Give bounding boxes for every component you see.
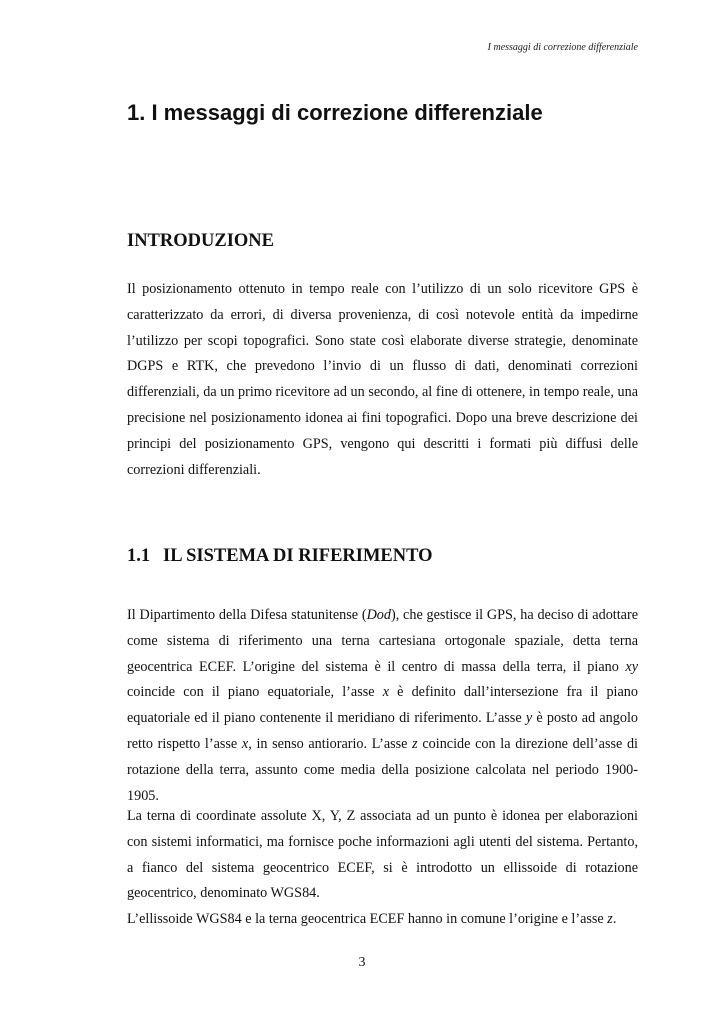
section-title: IL SISTEMA DI RIFERIMENTO [163, 546, 433, 566]
section-heading-sistema-di-riferimento [127, 546, 433, 567]
section-heading-introduzione: INTRODUZIONE [127, 231, 274, 251]
reference-system-paragraph: Il Dipartimento della Difesa statunitense (Dod), che gestisce il GPS, ha deciso di adottare come sistema di riferimento una terna cartesiana ortogonale spaziale, detta terna geocentrica ECEF. L’origine del sistema è il centro di massa della terra, il piano xy coincide con il piano equatoriale, l’asse x è definito dall’intersezione fra il piano equatoriale ed il piano contenente il meridiano di riferimento. L’asse y è posto ad angolo retto rispetto l’asse x, in senso antiorario. L’asse z coincide con la direzione dell’asse di rotazione della terra, assunto come media della posizione calcolata nel periodo 1900-1905. [127, 607, 639, 804]
italic-term: x [241, 735, 249, 752]
chapter-title: 1. I messaggi di correzione differenziale [127, 100, 543, 125]
italic-term: z [607, 911, 613, 927]
italic-term: z [412, 735, 418, 752]
section-number: 1.1 [127, 546, 151, 566]
italic-term: xy [625, 658, 638, 675]
italic-term: Dod [366, 607, 391, 623]
ellipsoid-paragraph: L’ellissoide WGS84 e la terna geocentrica ECEF hanno in comune l’origine e l’asse z. [127, 911, 617, 927]
italic-term: x [382, 684, 389, 701]
coordinates-paragraph: La terna di coordinate assolute X, Y, Z associata ad un punto è idonea per elaborazioni con sistemi informatici, ma fornisce poche informazioni agli utenti del sistema. Pertanto, a fianco del sistema geocentrico ECEF, si è introdotto un ellissoide di rotazione geocentrico, denominato WGS84. [127, 808, 638, 902]
running-header: I messaggi di correzione differenziale [487, 42, 638, 53]
intro-paragraph: Il posizionamento ottenuto in tempo reale con l’utilizzo di un solo ricevitore GPS è caratterizzato da errori, di diversa provenienza, di così notevole entità da impedirne l’utilizzo per scopi topografici. Sono state così elaborate diverse strategie, denominate DGPS e RTK, che prevedono l’invio di un flusso di dati, denominati correzioni differenziali, da un primo ricevitore ad un secondo, al fine di ottenere, in tempo reale, una precisione nel posizionamento idonea ai fini topografici. Dopo una breve descrizione dei principi del posizionamento GPS, vengono qui descritti i formati più diffusi delle correzioni differenziali. [127, 281, 638, 478]
page-number: 3 [358, 955, 366, 970]
italic-term: y [525, 710, 533, 727]
